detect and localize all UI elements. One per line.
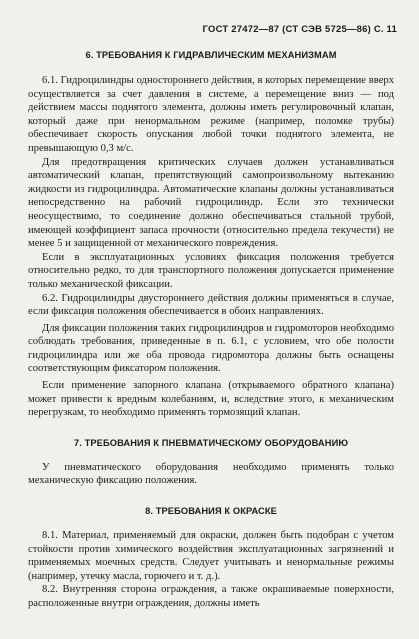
paragraph-8-2: 8.2. Внутренняя сторона ограждения, а также окрашиваемые поверхности, расположенные внутри ограждения, должны иметь bbox=[28, 584, 394, 609]
section-7-heading: 7. ТРЕБОВАНИЯ К ПНЕВМАТИЧЕСКОМУ ОБОРУДОВАНИЮ bbox=[73, 437, 349, 448]
paragraph-8-1: 8.1. Материал, применяемый для окраски, должен быть подобран с учетом стойкости против химического воздействия эксплуатационных загрязнений и применяемых моечных средств. Следует учитывать и ненормальные режимы (например, утечку масла, горючего и т. д.). bbox=[28, 530, 394, 582]
paragraph-6-1: 6.1. Гидроцилиндры одностороннего действия, в которых перемещение вверх осуществляется за счет давления в системе, а перемещение вниз — под действием массы поднятого элемента, должны иметь регулировочный клапан, который даже при ненормальном режиме (например, поломке трубы) обеспечивает скорость опускания любой точки поднятого элемента, не превышающую 0,3 м/с. bbox=[28, 75, 394, 154]
section-8-heading: 8. ТРЕБОВАНИЯ К ОКРАСКЕ bbox=[145, 506, 277, 517]
paragraph-7: У пневматического оборудования необходимо применять только механическую фиксацию положения. bbox=[28, 461, 394, 487]
paragraph-6-1-valves: Для предотвращения критических случаев должен устанавливаться автоматический клапан, препятствующий самопроизвольному вытеканию жидкости из гидроцилиндра. Автоматические клапаны должны устанавливаться непосредственно на рабочий гидроцилиндр. Если это технически неосуществимо, то соединение должно обеспечиваться стальной трубой, имеющей коэффициент запаса прочности (относительно предела текучести) не менее 5 и защищенной от механического повреждения. bbox=[28, 156, 394, 250]
paragraph-6-2-brake-valve: Если применение запорного клапана (открываемого обратного клапана) может привести к вредным колебаниям, и, вследствие этого, к механическим перегрузкам, то необходимо применять тормозящий клапан. bbox=[28, 380, 394, 419]
page-body bbox=[28, 50, 394, 611]
running-header: ГОСТ 27472—87 (СТ СЭВ 5725—86) С. 11 bbox=[202, 24, 397, 35]
section-6-heading: 6. ТРЕБОВАНИЯ К ГИДРАВЛИЧЕСКИМ МЕХАНИЗМАМ bbox=[85, 50, 337, 60]
paragraph-6-2-fixation: Для фиксации положения таких гидроцилиндров и гидромоторов необходимо соблюдать требования, приведенные в п. 6.1, с условием, что обе полости гидроцилиндра или же оба провода гидромотора должны быть оснащены соответствующим фиксатором положения. bbox=[28, 322, 394, 375]
paragraph-6-1-mechanical-fixation: Если в эксплуатационных условиях фиксация положения требуется относительно редко, то для транспортного положения допускается применение только механической фиксации. bbox=[28, 251, 394, 290]
paragraph-6-2: 6.2. Гидроцилиндры двустороннего действия должны применяться в случае, если фиксация положения обеспечивается в обоих направлениях. bbox=[28, 292, 394, 318]
